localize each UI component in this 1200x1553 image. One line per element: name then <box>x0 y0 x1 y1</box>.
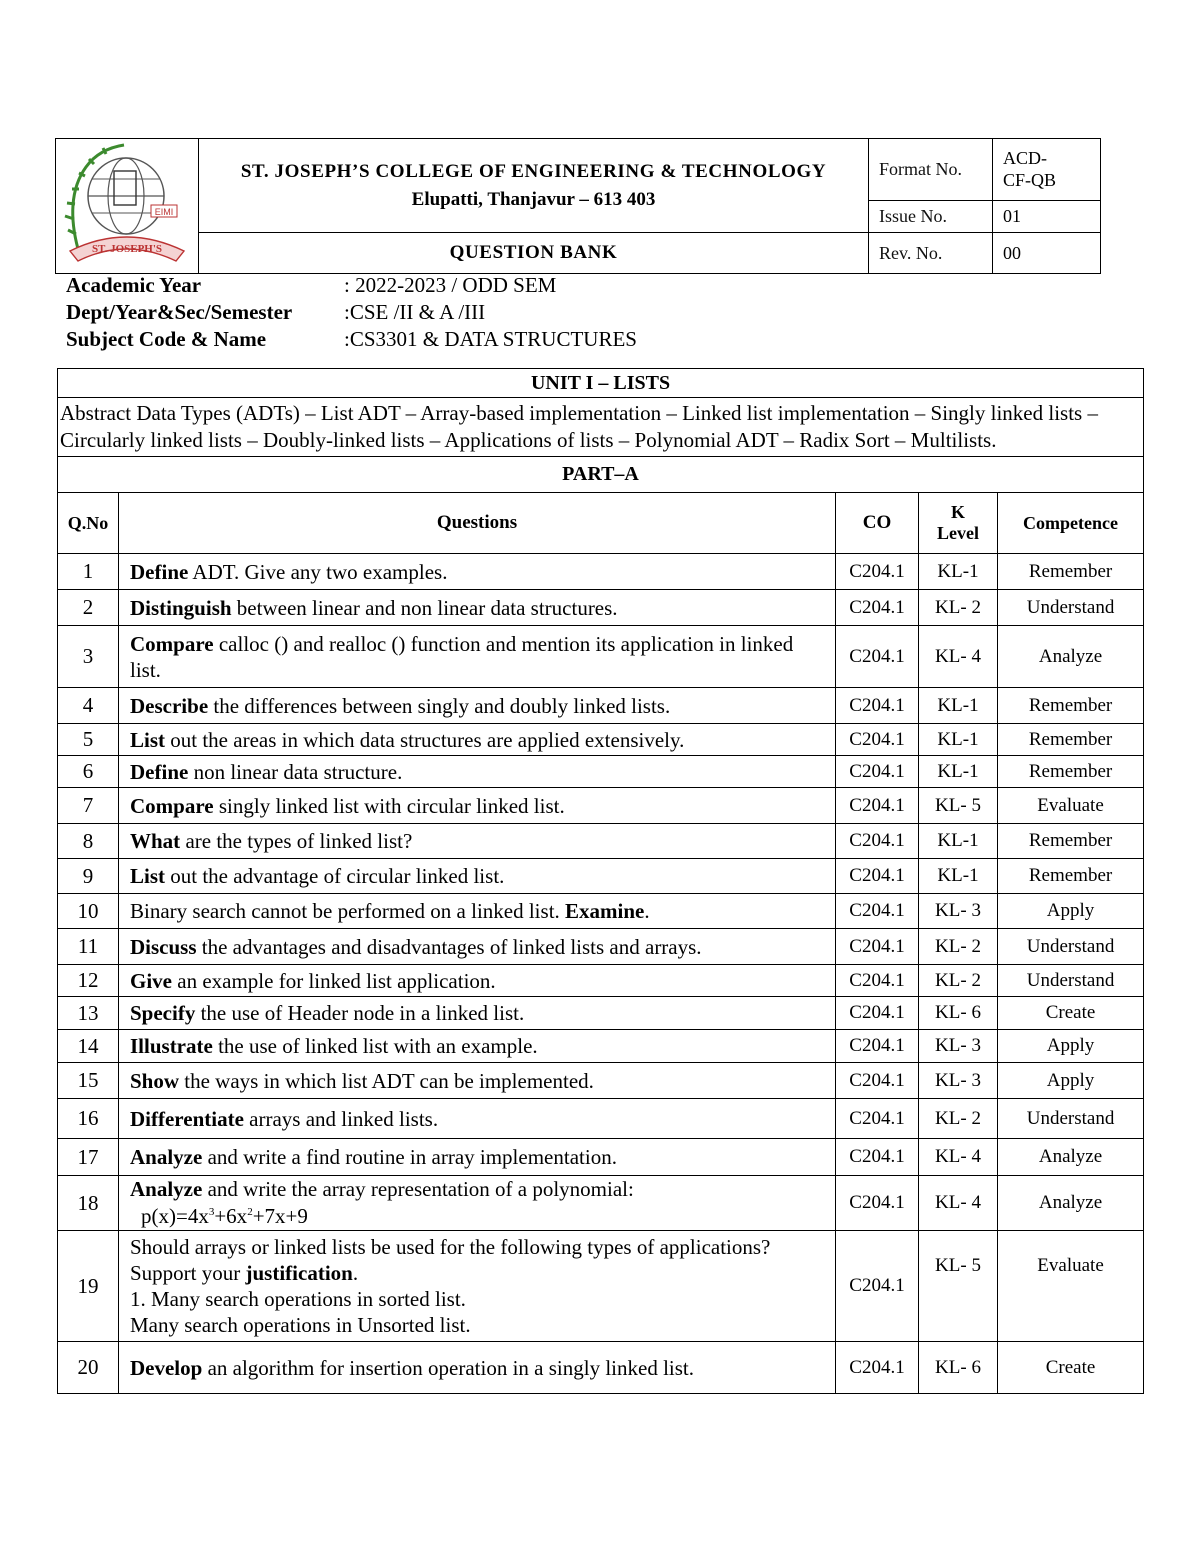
table-row <box>58 756 1144 788</box>
course-info <box>66 272 637 353</box>
question-number: 3 <box>58 626 119 688</box>
question-keyword: Describe <box>130 693 209 718</box>
question-text <box>119 1176 836 1231</box>
question-keyword: Illustrate <box>130 1034 213 1058</box>
question-body: an algorithm for insertion operation in a singly linked list. <box>202 1355 694 1380</box>
question-body: the use of linked list with an example. <box>212 1034 538 1058</box>
question-body: and write a find routine in array implementation. <box>202 1145 617 1169</box>
question-k-level: KL- 2 <box>919 590 998 626</box>
format-no-value-line2: CF-QB <box>1003 170 1057 191</box>
question-keyword: Define <box>130 559 189 584</box>
question-body: the ways in which list ADT can be implemented. <box>179 1068 594 1093</box>
question-keyword: Analyze <box>130 1145 203 1169</box>
question-body: calloc () and realloc () function and mention its application in linked list. <box>130 631 794 682</box>
question-k-level: KL- 4 <box>919 1139 998 1176</box>
question-co: C204.1 <box>836 1099 919 1139</box>
question-body: an example for linked list application. <box>172 968 496 993</box>
question-competence: Analyze <box>998 1176 1144 1231</box>
question-competence: Evaluate <box>998 1231 1144 1342</box>
table-row <box>58 929 1144 965</box>
table-row <box>58 1063 1144 1099</box>
question-text <box>119 724 836 756</box>
question-number: 6 <box>58 756 119 788</box>
question-body-end: . <box>352 1261 359 1285</box>
question-number: 4 <box>58 688 119 724</box>
rev-no-label: Rev. No. <box>869 233 993 274</box>
question-competence: Analyze <box>998 626 1144 688</box>
document-header <box>55 138 1101 274</box>
question-body: are the types of linked list? <box>180 829 413 853</box>
question-k-level: KL- 4 <box>919 1176 998 1231</box>
table-row <box>58 590 1144 626</box>
question-text <box>119 965 836 997</box>
question-competence: Remember <box>998 724 1144 756</box>
question-body: out the advantage of circular linked list. <box>165 864 505 888</box>
question-co: C204.1 <box>836 997 919 1030</box>
question-text <box>119 756 836 788</box>
question-keyword: List <box>130 727 166 752</box>
question-body: the differences between singly and doubly linked lists. <box>208 693 671 718</box>
question-text <box>119 626 836 688</box>
question-text <box>119 1231 836 1342</box>
question-k-level: KL-1 <box>919 724 998 756</box>
question-body: and write the array representation of a polynomial: <box>202 1177 634 1201</box>
col-header-qno: Q.No <box>58 493 119 554</box>
question-keyword: Compare <box>130 793 214 818</box>
subject-label: Subject Code & Name <box>66 327 267 351</box>
formula-exponent: 2 <box>247 1206 253 1218</box>
question-number: 13 <box>58 997 119 1030</box>
question-number: 16 <box>58 1099 119 1139</box>
question-text <box>119 1063 836 1099</box>
question-number: 19 <box>58 1231 119 1342</box>
question-text <box>119 788 836 824</box>
question-body: non linear data structure. <box>188 759 403 784</box>
question-keyword: Give <box>130 968 172 993</box>
question-number: 18 <box>58 1176 119 1231</box>
svg-text:ST. JOSEPH'S: ST. JOSEPH'S <box>91 243 163 255</box>
question-competence: Apply <box>998 1030 1144 1063</box>
question-number: 8 <box>58 824 119 859</box>
question-keyword: Differentiate <box>130 1106 244 1131</box>
question-number: 15 <box>58 1063 119 1099</box>
question-co: C204.1 <box>836 756 919 788</box>
question-keyword: Analyze <box>130 1177 203 1201</box>
table-row <box>58 965 1144 997</box>
col-header-questions: Questions <box>119 493 836 554</box>
question-k-level: KL- 2 <box>919 929 998 965</box>
question-competence: Understand <box>998 590 1144 626</box>
question-co: C204.1 <box>836 590 919 626</box>
polynomial-formula <box>130 1201 825 1228</box>
col-header-competence: Competence <box>998 493 1144 554</box>
table-row <box>58 997 1144 1030</box>
question-k-level: KL-1 <box>919 554 998 590</box>
question-co: C204.1 <box>836 1139 919 1176</box>
subject-row <box>66 326 637 353</box>
question-competence: Apply <box>998 894 1144 929</box>
question-number: 12 <box>58 965 119 997</box>
question-number: 14 <box>58 1030 119 1063</box>
table-row <box>58 626 1144 688</box>
question-body: Should arrays or linked lists be used for the following types of applications? Support your <box>130 1235 771 1285</box>
question-body: the use of Header node in a linked list. <box>195 1001 525 1025</box>
question-number: 1 <box>58 554 119 590</box>
question-k-level: KL- 3 <box>919 1063 998 1099</box>
question-co: C204.1 <box>836 929 919 965</box>
question-k-level: KL- 3 <box>919 894 998 929</box>
table-row <box>58 824 1144 859</box>
table-row <box>58 859 1144 894</box>
question-co: C204.1 <box>836 788 919 824</box>
question-co: C204.1 <box>836 554 919 590</box>
format-no-label: Format No. <box>869 139 993 201</box>
dept-row <box>66 299 637 326</box>
question-keyword: justification <box>245 1261 353 1285</box>
question-k-level: KL- 5 <box>919 1231 998 1342</box>
formula-part: +6x <box>214 1204 248 1228</box>
question-keyword: Compare <box>130 631 214 656</box>
format-no-value-line1: ACD- <box>1003 148 1047 169</box>
question-keyword: Show <box>130 1068 180 1093</box>
question-k-level: KL- 2 <box>919 965 998 997</box>
college-logo-icon <box>56 139 199 267</box>
question-k-level: KL-1 <box>919 688 998 724</box>
question-competence: Remember <box>998 859 1144 894</box>
question-co: C204.1 <box>836 894 919 929</box>
question-table <box>57 368 1144 1394</box>
subject-value: :CS3301 & DATA STRUCTURES <box>344 327 637 351</box>
question-competence: Apply <box>998 1063 1144 1099</box>
part-title: PART–A <box>58 457 1144 493</box>
question-keyword: Define <box>130 759 189 784</box>
question-text <box>119 894 836 929</box>
question-co: C204.1 <box>836 1030 919 1063</box>
question-competence: Remember <box>998 824 1144 859</box>
formula-part: p(x)=4x <box>141 1204 209 1228</box>
question-keyword: Distinguish <box>130 595 232 620</box>
academic-year-value: : 2022-2023 / ODD SEM <box>344 273 557 297</box>
question-text <box>119 997 836 1030</box>
format-no-value <box>993 139 1101 201</box>
question-body: ADT. Give any two examples. <box>188 559 448 584</box>
table-row <box>58 724 1144 756</box>
question-k-level: KL-1 <box>919 824 998 859</box>
question-body: . <box>644 899 650 923</box>
question-number: 2 <box>58 590 119 626</box>
question-line <box>130 1234 825 1286</box>
question-line <box>130 1178 825 1201</box>
question-competence: Understand <box>998 929 1144 965</box>
college-name: ST. JOSEPH’S COLLEGE OF ENGINEERING & TECHNOLOGY <box>240 160 827 182</box>
question-number: 20 <box>58 1342 119 1394</box>
col-header-k: K <box>950 502 965 522</box>
question-keyword: Develop <box>130 1355 203 1380</box>
question-keyword: List <box>130 864 166 888</box>
question-number: 7 <box>58 788 119 824</box>
question-keyword: What <box>130 829 181 853</box>
col-header-co: CO <box>836 493 919 554</box>
college-title-cell <box>199 139 869 233</box>
table-row <box>58 1231 1144 1342</box>
col-header-k-level <box>919 493 998 554</box>
question-competence: Remember <box>998 554 1144 590</box>
table-row <box>58 788 1144 824</box>
issue-no-value: 01 <box>993 200 1101 232</box>
question-co: C204.1 <box>836 1176 919 1231</box>
table-row <box>58 554 1144 590</box>
doc-type: QUESTION BANK <box>199 233 869 274</box>
question-co: C204.1 <box>836 824 919 859</box>
table-row <box>58 1030 1144 1063</box>
college-address: Elupatti, Thanjavur – 613 403 <box>411 188 656 210</box>
question-text <box>119 1342 836 1394</box>
issue-no-label: Issue No. <box>869 200 993 232</box>
question-text <box>119 859 836 894</box>
question-k-level: KL-1 <box>919 756 998 788</box>
question-competence: Understand <box>998 1099 1144 1139</box>
unit-title: UNIT I – LISTS <box>58 369 1144 398</box>
question-co: C204.1 <box>836 1063 919 1099</box>
question-text <box>119 688 836 724</box>
col-header-level: Level <box>937 523 979 543</box>
table-row <box>58 688 1144 724</box>
question-subitem: 1. Many search operations in sorted list. <box>130 1287 466 1311</box>
table-row <box>58 894 1144 929</box>
question-co: C204.1 <box>836 1231 919 1342</box>
question-body: between linear and non linear data structures. <box>231 595 618 620</box>
question-k-level: KL-1 <box>919 859 998 894</box>
question-body: arrays and linked lists. <box>243 1106 439 1131</box>
question-text <box>119 590 836 626</box>
question-keyword: Discuss <box>130 934 197 959</box>
unit-syllabus: Abstract Data Types (ADTs) – List ADT – Array-based implementation – Linked list implementation – Singly linked lists – Circularly linked lists – Doubly-linked lists – Applications of lists – Polynomial ADT – Radix Sort – Multilists. <box>58 398 1144 457</box>
question-co: C204.1 <box>836 724 919 756</box>
question-body: out the areas in which data structures are applied extensively. <box>165 727 685 752</box>
question-text <box>119 824 836 859</box>
question-keyword: Specify <box>130 1001 196 1025</box>
question-text <box>119 554 836 590</box>
question-co: C204.1 <box>836 859 919 894</box>
question-keyword: Examine <box>565 899 645 923</box>
question-competence: Create <box>998 1342 1144 1394</box>
table-row <box>58 1099 1144 1139</box>
question-text <box>119 929 836 965</box>
question-k-level: KL- 6 <box>919 1342 998 1394</box>
question-number: 5 <box>58 724 119 756</box>
question-co: C204.1 <box>836 965 919 997</box>
question-competence: Remember <box>998 688 1144 724</box>
question-competence: Evaluate <box>998 788 1144 824</box>
academic-year-label: Academic Year <box>66 273 202 297</box>
question-competence: Analyze <box>998 1139 1144 1176</box>
table-header-row <box>58 493 1144 554</box>
svg-text:EIMI: EIMI <box>154 207 174 217</box>
question-competence: Create <box>998 997 1144 1030</box>
question-number: 17 <box>58 1139 119 1176</box>
question-k-level: KL- 5 <box>919 788 998 824</box>
question-body: singly linked list with circular linked list. <box>213 793 565 818</box>
question-competence: Remember <box>998 756 1144 788</box>
dept-value: :CSE /II & A /III <box>344 300 486 324</box>
table-row <box>58 1176 1144 1231</box>
question-number: 10 <box>58 894 119 929</box>
question-text <box>119 1139 836 1176</box>
dept-label: Dept/Year&Sec/Semester <box>66 300 293 324</box>
question-co: C204.1 <box>836 626 919 688</box>
question-competence: Understand <box>998 965 1144 997</box>
formula-exponent: 3 <box>208 1206 215 1218</box>
table-row <box>58 1342 1144 1394</box>
question-co: C204.1 <box>836 1342 919 1394</box>
question-k-level: KL- 4 <box>919 626 998 688</box>
question-number: 9 <box>58 859 119 894</box>
rev-no-value: 00 <box>993 233 1101 274</box>
question-co: C204.1 <box>836 688 919 724</box>
college-logo <box>56 139 199 274</box>
table-row <box>58 1139 1144 1176</box>
question-subitem: Many search operations in Unsorted list. <box>130 1313 471 1337</box>
question-k-level: KL- 2 <box>919 1099 998 1139</box>
formula-part: +7x+9 <box>252 1204 308 1228</box>
question-k-level: KL- 3 <box>919 1030 998 1063</box>
question-body-pre: Binary search cannot be performed on a linked list. <box>130 899 566 923</box>
question-body: the advantages and disadvantages of linked lists and arrays. <box>196 934 702 959</box>
question-k-level: KL- 6 <box>919 997 998 1030</box>
question-text <box>119 1099 836 1139</box>
question-text <box>119 1030 836 1063</box>
academic-year-row <box>66 272 637 299</box>
question-number: 11 <box>58 929 119 965</box>
